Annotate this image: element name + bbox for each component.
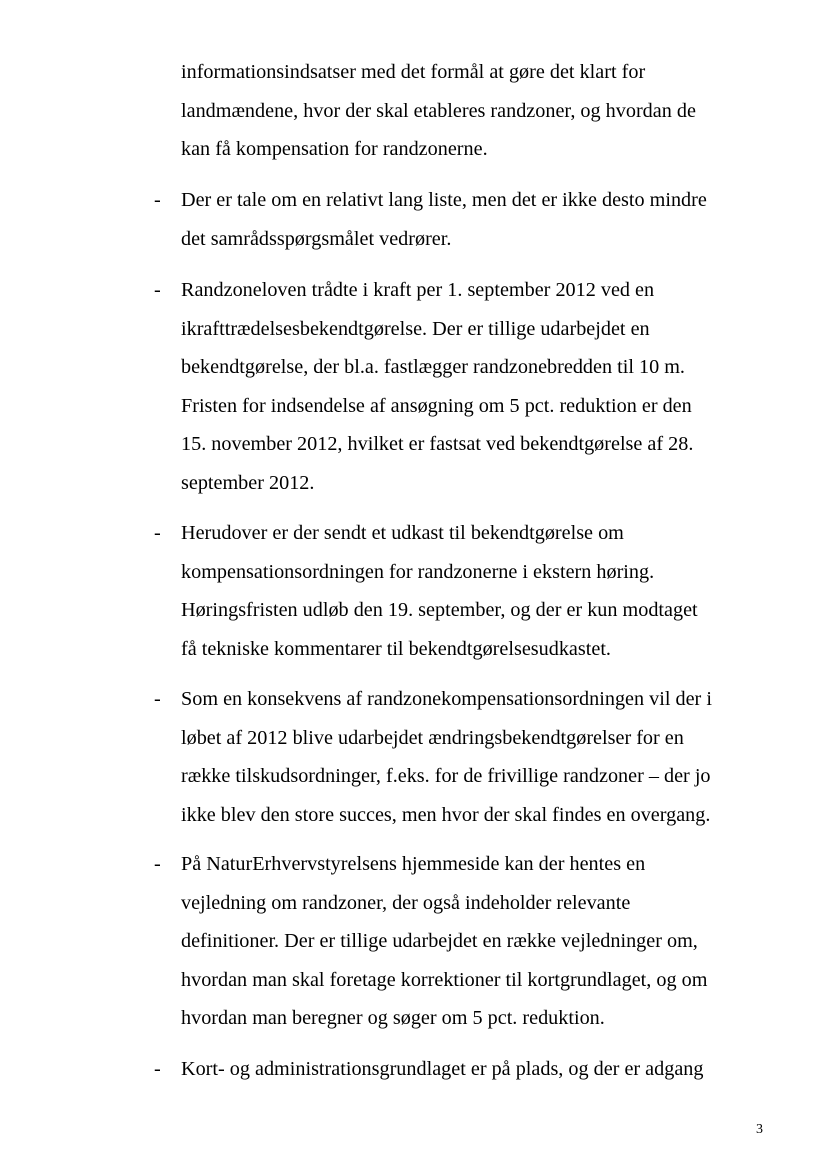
paragraph-line: kompensationsordningen for randzonerne i ekstern høring.	[181, 560, 655, 583]
paragraph-line: ikke blev den store succes, men hvor der skal findes en overgang.	[181, 803, 711, 826]
paragraph-line: Som en konsekvens af randzonekompensationsordningen vil der i	[181, 688, 712, 710]
paragraph-line: landmændene, hvor der skal etableres randzoner, og hvordan de	[181, 99, 696, 122]
bullet-dash: -	[154, 522, 161, 544]
paragraph-line: bekendtgørelse, der bl.a. fastlægger randzonebredden til 10 m.	[181, 356, 685, 379]
paragraph-line: På NaturErhvervstyrelsens hjemmeside kan der hentes en	[181, 853, 646, 875]
paragraph-line: Der er tale om en relativt lang liste, men det er ikke desto mindre	[181, 189, 707, 211]
paragraph-line: ikrafttrædelsesbekendtgørelse. Der er tillige udarbejdet en	[181, 317, 650, 340]
paragraph-line: informationsindsatser med det formål at gøre det klart for	[181, 61, 646, 83]
bullet-paragraph	[181, 680, 781, 834]
paragraph-line: 15. november 2012, hvilket er fastsat ved bekendtgørelse af 28.	[181, 433, 694, 456]
bullet-paragraph	[181, 514, 781, 668]
paragraph-line: kan få kompensation for randzonerne.	[181, 138, 488, 161]
bullet-dash: -	[154, 279, 161, 301]
bullet-dash: -	[154, 853, 161, 875]
paragraph-line: Kort- og administrationsgrundlaget er på plads, og der er adgang	[181, 1058, 704, 1080]
paragraph-line: definitioner. Der er tillige udarbejdet en række vejledninger om,	[181, 930, 698, 953]
paragraph-line: Fristen for indsendelse af ansøgning om 5 pct. reduktion er den	[181, 394, 692, 417]
paragraph-line: hvordan man beregner og søger om 5 pct. reduktion.	[181, 1007, 605, 1030]
bullet-paragraph	[181, 845, 781, 1038]
paragraph-line: Herudover er der sendt et udkast til bekendtgørelse om	[181, 522, 624, 544]
bullet-paragraph	[181, 271, 781, 503]
paragraph-line: få tekniske kommentarer til bekendtgørelsesudkastet.	[181, 637, 611, 660]
paragraph-line: række tilskudsordninger, f.eks. for de frivillige randzoner – der jo	[181, 765, 711, 788]
bullet-dash: -	[154, 189, 161, 211]
paragraph-line: vejledning om randzoner, der også indeholder relevante	[181, 891, 631, 914]
bullet-paragraph	[181, 1050, 781, 1089]
paragraph-line: Randzoneloven trådte i kraft per 1. september 2012 ved en	[181, 279, 655, 301]
page-number: 3	[756, 1122, 763, 1137]
paragraph-line: hvordan man skal foretage korrektioner til kortgrundlaget, og om	[181, 968, 708, 991]
continuation-paragraph	[181, 53, 781, 169]
bullet-paragraph	[181, 181, 781, 258]
bullet-dash: -	[154, 688, 161, 710]
paragraph-line: løbet af 2012 blive udarbejdet ændringsbekendtgørelser for en	[181, 726, 684, 749]
paragraph-line: det samrådsspørgsmålet vedrører.	[181, 227, 452, 250]
paragraph-line: Høringsfristen udløb den 19. september, og der er kun modtaget	[181, 599, 698, 622]
bullet-dash: -	[154, 1058, 161, 1080]
paragraph-line: september 2012.	[181, 471, 315, 494]
